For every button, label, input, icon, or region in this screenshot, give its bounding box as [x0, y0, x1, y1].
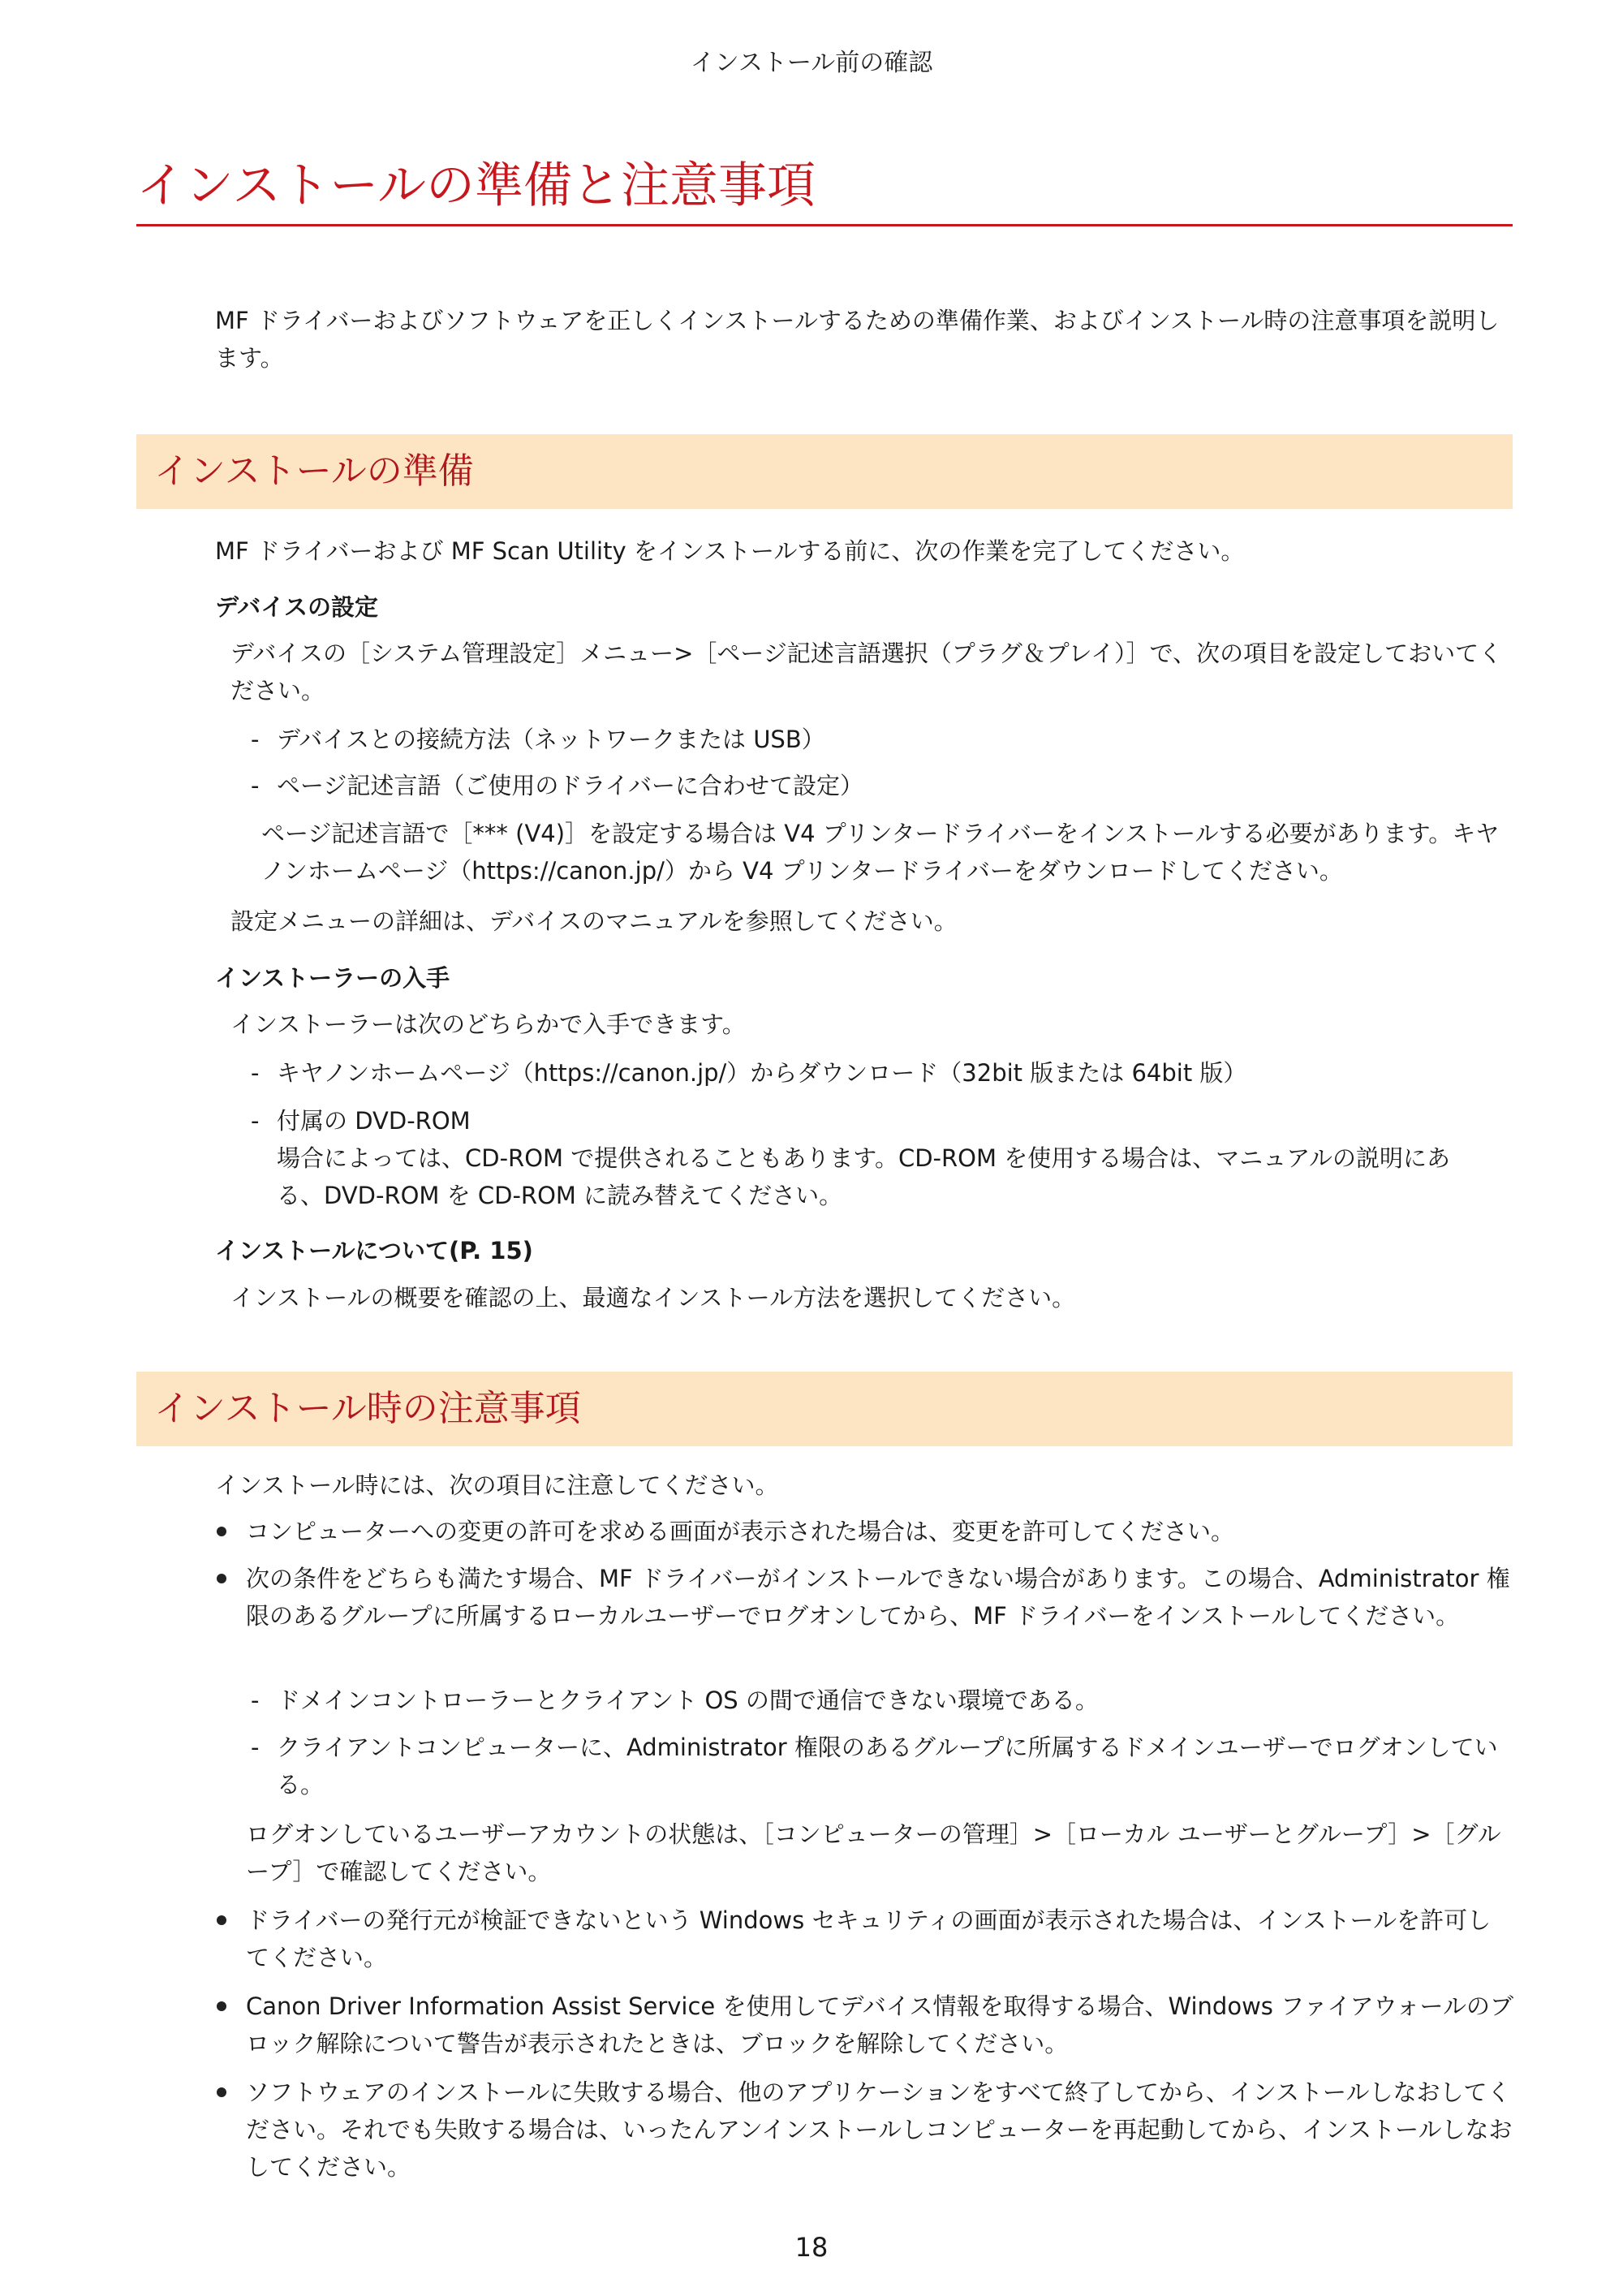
bullet-dot	[217, 2087, 226, 2097]
dvd-note: 場合によっては、CD-ROM で提供されることもあります。CD-ROM を使用する場合は、マニュアルの説明にある、DVD-ROM を CD-ROM に読み替えてください。	[277, 1144, 1451, 1209]
about-install-text: インストールの概要を確認の上、最適なインストール方法を選択してください。	[230, 1284, 1076, 1312]
precautions-lead: インストール時には、次の項目に注意してください。	[215, 1471, 779, 1499]
precaution-bullet	[246, 1560, 1513, 1635]
precaution-bullet	[246, 1902, 1513, 1976]
dash-marker: -	[251, 1107, 260, 1135]
bullet-dot	[217, 1574, 226, 1583]
precaution-bullet-text: ソフトウェアのインストールに失敗する場合、他のアプリケーションをすべて終了してから、インストールしなおしてください。それでも失敗する場合は、いったんアンインストールしコンピューターを再起動してから、インストールしなおしてください。	[246, 2078, 1513, 2181]
installer-item	[251, 1054, 1510, 1092]
device-settings-item-text: デバイスとの接続方法（ネットワークまたは USB）	[277, 726, 825, 753]
section-heading-preparation: インストールの準備	[136, 434, 1513, 509]
settings-menu-detail: 設定メニューの詳細は、デバイスのマニュアルを参照してください。	[230, 907, 958, 935]
bullet-dot	[217, 2001, 226, 2011]
precaution-bullet	[246, 1988, 1513, 2062]
bullet-dot	[217, 1527, 226, 1536]
bullet-dot	[217, 1915, 226, 1925]
installer-text: インストーラーは次のどちらかで入手できます。	[230, 1010, 746, 1038]
installer-item-text: キヤノンホームページ（https://canon.jp/）からダウンロード（32bit 版または 64bit 版）	[277, 1059, 1247, 1087]
device-settings-heading: デバイスの設定	[215, 593, 378, 621]
precaution-bullet-text: ドライバーの発行元が検証できないという Windows セキュリティの画面が表示された場合は、インストールを許可してください。	[246, 1906, 1492, 1971]
about-install-link[interactable]: インストールについて(P. 15)	[215, 1237, 533, 1264]
page-title: インストールの準備と注意事項	[136, 159, 1513, 226]
device-settings-item-text: ページ記述言語（ご使用のドライバーに合わせて設定）	[277, 772, 863, 799]
condition-item	[251, 1682, 1510, 1719]
precaution-bullet	[246, 1513, 1513, 1550]
condition-item	[251, 1729, 1510, 1803]
page-number: 18	[794, 2232, 829, 2263]
preparation-lead: MF ドライバーおよび MF Scan Utility をインストールする前に、次の作業を完了してください。	[215, 537, 1245, 565]
dash-marker: -	[251, 772, 260, 799]
logon-note: ログオンしているユーザーアカウントの状態は、［コンピューターの管理］>［ローカル ユーザーとグループ］>［グループ］で確認してください。	[246, 1820, 1501, 1885]
dash-marker: -	[251, 1734, 260, 1761]
device-settings-item	[251, 767, 1510, 804]
running-header: インストール前の確認	[690, 49, 933, 77]
installer-heading: インストーラーの入手	[215, 964, 450, 992]
device-settings-item	[251, 721, 1510, 758]
installer-item	[251, 1102, 1510, 1139]
pdl-note: ページ記述言語で［*** (V4)］を設定する場合は V4 プリンタードライバーをインストールする必要があります。キヤノンホームページ（https://canon.jp/）から V4 プリンタードライバーをダウンロードしてください。	[261, 820, 1500, 885]
condition-item-text: ドメインコントローラーとクライアント OS の間で通信できない環境である。	[277, 1686, 1099, 1714]
installer-item-text: 付属の DVD-ROM	[277, 1107, 471, 1135]
intro-text: MF ドライバーおよびソフトウェアを正しくインストールするための準備作業、およびインストール時の注意事項を説明します。	[215, 307, 1500, 372]
precaution-bullet-text: コンピューターへの変更の許可を求める画面が表示された場合は、変更を許可してください。	[246, 1518, 1235, 1545]
precaution-bullet-text: Canon Driver Information Assist Service を使用してデバイス情報を取得する場合、Windows ファイアウォールのブロック解除について警告が表示されたときは、ブロックを解除してください。	[246, 1992, 1513, 2057]
precaution-bullet	[246, 2074, 1513, 2186]
condition-item-text: クライアントコンピューターに、Administrator 権限のあるグループに所属するドメインユーザーでログオンしている。	[277, 1734, 1498, 1798]
precaution-bullet-text: 次の条件をどちらも満たす場合、MF ドライバーがインストールできない場合があります。この場合、Administrator 権限のあるグループに所属するローカルユーザーでログオンしてから、MF ドライバーをインストールしてください。	[246, 1565, 1510, 1630]
dash-marker: -	[251, 1059, 260, 1087]
dash-marker: -	[251, 1686, 260, 1714]
device-settings-text: デバイスの［システム管理設定］メニュー>［ページ記述言語選択（プラグ＆プレイ）］で、次の項目を設定しておいてください。	[230, 640, 1503, 704]
dash-marker: -	[251, 726, 260, 753]
section-heading-precautions: インストール時の注意事項	[136, 1372, 1513, 1446]
